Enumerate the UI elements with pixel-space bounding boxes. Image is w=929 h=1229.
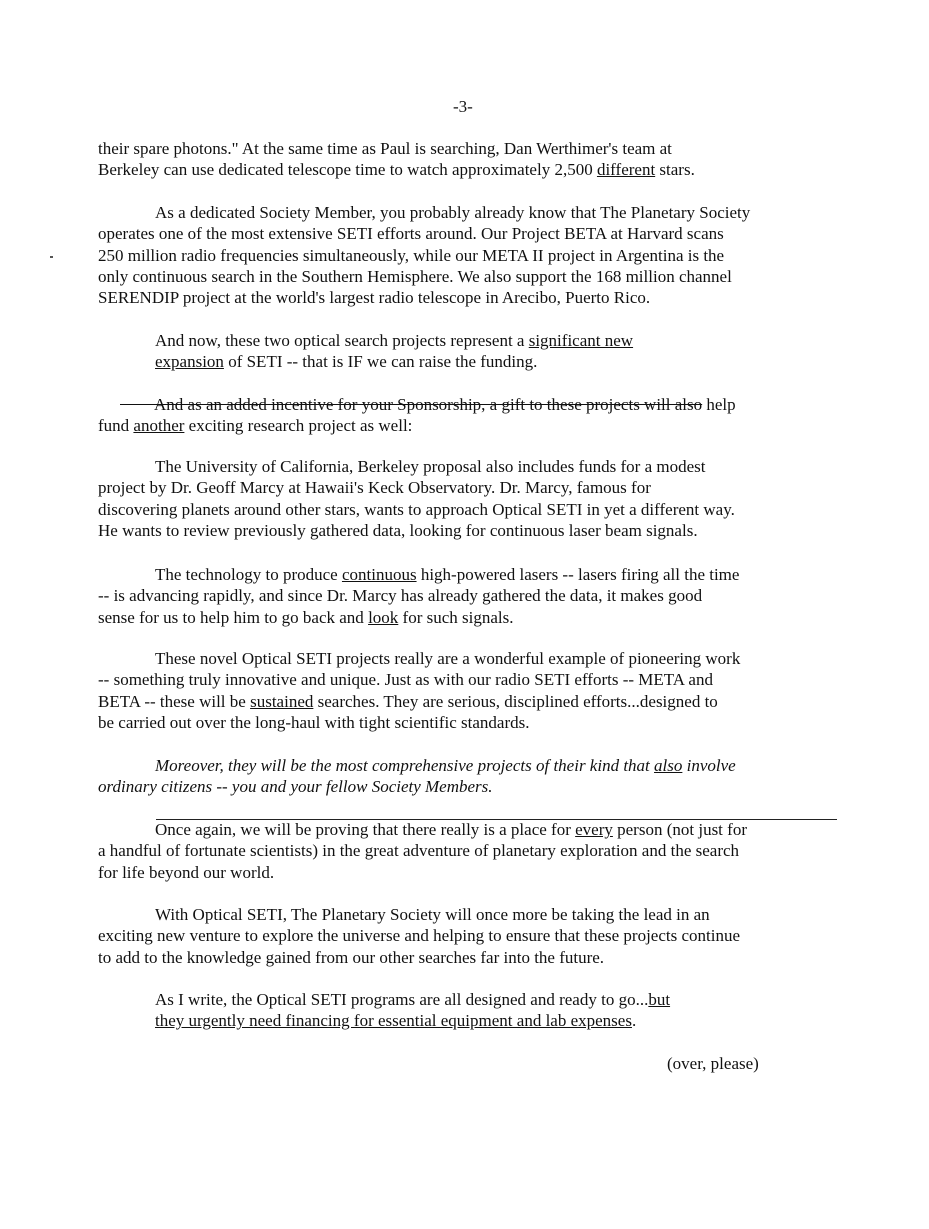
text-run: BETA -- these will be [98, 691, 251, 711]
text-run: searches. They are serious, disciplined efforts...designed to [313, 691, 718, 711]
text-line: operates one of the most extensive SETI efforts around. Our Project BETA at Harvard scans [98, 224, 724, 244]
text-run: And now, these two optical search projects represent a [155, 331, 529, 350]
text-line: ordinary citizens -- you and your fellow Society Members. [98, 777, 493, 797]
text-line [98, 394, 843, 415]
text-line: exciting new venture to explore the universe and helping to ensure that these projects continue [98, 926, 741, 946]
text-line [98, 819, 843, 840]
text-run: The technology to produce [155, 565, 342, 584]
text-line: As a dedicated Society Member, you probably already know that The Planetary Society [155, 203, 751, 222]
text-line [98, 564, 843, 585]
paragraph-society-member [98, 202, 843, 308]
text-line: -- is advancing rapidly, and since Dr. Marcy has already gathered the data, it makes good [98, 586, 703, 606]
text-line: He wants to review previously gathered data, looking for continuous laser beam signals. [98, 520, 698, 540]
text-line: 250 million radio frequencies simultaneously, while our META II project in Argentina is the [98, 245, 725, 265]
text-line [98, 351, 843, 372]
text-line [98, 1010, 843, 1031]
paragraph-taking-the-lead [98, 904, 843, 968]
text-line: their spare photons." At the same time as Paul is searching, Dan Werthimer's team at [98, 139, 672, 158]
text-run: . [631, 1011, 637, 1031]
underlined-text: they urgently need financing for essential equipment and lab expenses [155, 1011, 632, 1031]
paragraph-moreover-italic [98, 755, 843, 798]
paragraph-laser-technology [98, 564, 843, 628]
paragraph-spare-photons [98, 138, 843, 181]
text-line: to add to the knowledge gained from our other searches far into the future. [98, 947, 605, 967]
underlined-text: but [648, 990, 671, 1009]
text-line [98, 607, 843, 628]
text-line [98, 415, 843, 436]
struck-text: And as an added incentive for your Sponsorship, a gift to these projects will also [154, 395, 703, 414]
underlined-text: significant new [528, 331, 634, 350]
text-run: sense for us to help him to go back and [98, 607, 369, 627]
scan-speck [50, 256, 53, 258]
text-run: of SETI -- that is IF we can raise the funding. [223, 352, 538, 372]
text-line: -- something truly innovative and unique. Just as with our radio SETI efforts -- META and [98, 670, 713, 690]
text-run: exciting research project as well: [184, 416, 413, 436]
text-line: be carried out over the long-haul with tight scientific standards. [98, 712, 530, 732]
text-run: Berkeley can use dedicated telescope time to watch approximately 2,500 [98, 160, 597, 180]
text-line [98, 159, 843, 180]
text-run: person (not just for [612, 820, 747, 839]
text-line: project by Dr. Geoff Marcy at Hawaii's Keck Observatory. Dr. Marcy, famous for [98, 478, 651, 498]
text-line: for life beyond our world. [98, 862, 275, 882]
text-run: fund [98, 416, 134, 436]
text-run: Moreover, they will be the most comprehensive projects of their kind that [155, 756, 655, 775]
paragraph-optical-expansion [98, 330, 843, 373]
text-run: involve [682, 756, 736, 775]
underlined-text: continuous [341, 565, 417, 584]
underlined-text: expansion [155, 352, 224, 372]
text-run: help [702, 395, 736, 414]
text-line: The University of California, Berkeley proposal also includes funds for a modest [155, 457, 706, 476]
text-line [98, 330, 843, 351]
text-run: As I write, the Optical SETI programs are all designed and ready to go... [155, 990, 649, 1009]
text-line: only continuous search in the Southern Hemisphere. We also support the 168 million channel [98, 266, 732, 286]
text-line: These novel Optical SETI projects really are a wonderful example of pioneering work [155, 649, 741, 668]
paragraph-added-incentive [98, 394, 843, 437]
paragraph-once-again [98, 819, 843, 883]
underlined-text: look [368, 607, 399, 627]
text-line [98, 989, 843, 1010]
text-line: a handful of fortunate scientists) in the great adventure of planetary exploration and the search [98, 841, 740, 861]
continuation-note: (over, please) [667, 1054, 759, 1073]
text-line [98, 691, 843, 712]
underlined-text: every [575, 820, 613, 839]
underlined-text: another [133, 416, 185, 436]
text-run: Once again, we will be proving that there really is a place for [155, 820, 576, 839]
underlined-text: sustained [250, 691, 314, 711]
paragraph-ready-to-go [98, 989, 843, 1032]
paragraph-berkeley-marcy [98, 456, 843, 541]
underlined-text: also [654, 756, 683, 775]
text-line: discovering planets around other stars, wants to approach Optical SETI in yet a different way. [98, 499, 735, 519]
underlined-text: different [596, 160, 656, 180]
text-run: high-powered lasers -- lasers firing all the time [416, 565, 740, 584]
paragraph-novel-projects [98, 648, 843, 733]
text-line [98, 755, 843, 776]
page-number: -3- [453, 97, 473, 116]
text-run: stars. [655, 160, 695, 180]
text-run: for such signals. [398, 607, 514, 627]
strike-lead [98, 395, 154, 414]
text-line: With Optical SETI, The Planetary Society will once more be taking the lead in an [155, 905, 710, 924]
text-line: SERENDIP project at the world's largest radio telescope in Arecibo, Puerto Rico. [98, 288, 651, 308]
